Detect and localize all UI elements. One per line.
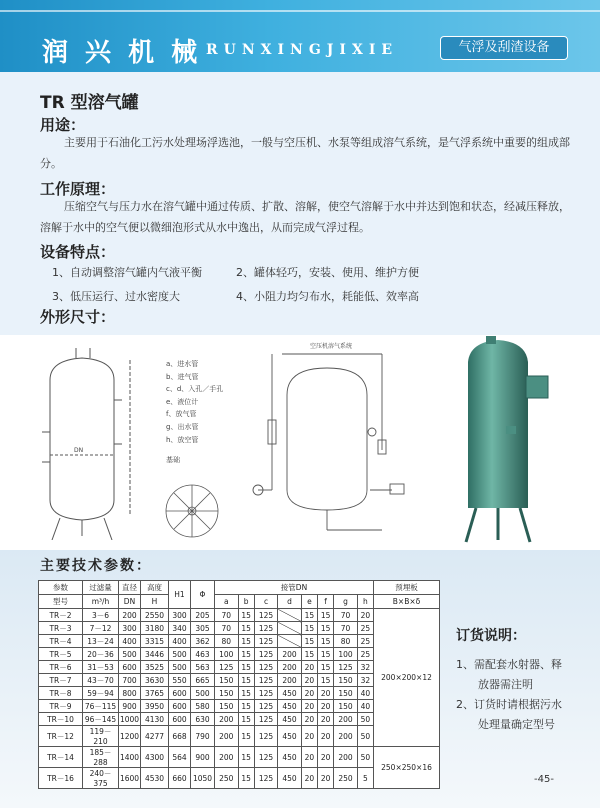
- table-cell: 3180: [141, 622, 169, 635]
- order-line: 1、需配套水射器、释: [456, 658, 562, 671]
- table-cell: 1200: [119, 726, 141, 747]
- th-pipe-d: d: [278, 595, 302, 609]
- table-cell: 125: [254, 661, 278, 674]
- table-cell: 200: [278, 661, 302, 674]
- table-cell: 150: [215, 674, 239, 687]
- order-notes: [448, 625, 588, 735]
- table-cell: 1600: [119, 768, 141, 789]
- table-cell: 200: [334, 747, 358, 768]
- table-cell: 450: [278, 687, 302, 700]
- table-cell: 400: [119, 635, 141, 648]
- table-cell: 450: [278, 768, 302, 789]
- table-cell: 3446: [141, 648, 169, 661]
- table-cell: 15: [238, 726, 254, 747]
- table-cell: 25: [357, 622, 373, 635]
- table-cell: 3630: [141, 674, 169, 687]
- table-cell: 25: [357, 635, 373, 648]
- table-cell: 31－53: [83, 661, 119, 674]
- table-cell: 660: [169, 768, 191, 789]
- order-line: 放器需注明: [478, 678, 533, 691]
- table-cell: 600: [169, 700, 191, 713]
- table-cell: 125: [254, 648, 278, 661]
- foundation-plan-drawing: [158, 480, 226, 542]
- table-cell: 4300: [141, 747, 169, 768]
- table-cell: 200: [215, 713, 239, 726]
- table-cell: 250: [215, 768, 239, 789]
- table-cell: 790: [191, 726, 215, 747]
- table-cell: 15: [301, 622, 317, 635]
- th-params: 参数: [39, 581, 83, 595]
- table-cell: 205: [191, 609, 215, 622]
- table-cell: 600: [169, 687, 191, 700]
- table-cell: 125: [254, 726, 278, 747]
- banner-rule: [0, 10, 600, 12]
- table-cell: 340: [169, 622, 191, 635]
- table-cell: 20: [301, 687, 317, 700]
- page-number: -45-: [534, 774, 554, 785]
- th-pipe-a: a: [215, 595, 239, 609]
- usage-text: 主要用于石油化工污水处理场浮选池，一般与空压机、水泵等组成溶气系统，是气浮系统中重要的组成部分。: [40, 136, 570, 170]
- plate-size-cell: 200×200×12: [374, 609, 440, 747]
- brand-name: 润 兴 机 械: [42, 38, 202, 68]
- table-cell: 70: [334, 622, 358, 635]
- drawing-legend: [166, 358, 223, 467]
- air-dissolving-system-schematic: [232, 340, 407, 538]
- features-heading: 设备特点：: [40, 243, 116, 261]
- th-height-unit: H: [141, 595, 169, 609]
- table-cell: 15: [301, 635, 317, 648]
- th-dia-unit: DN: [119, 595, 141, 609]
- legend-item: h、放空管: [166, 435, 199, 444]
- table-cell: 20: [301, 726, 317, 747]
- legend-item: a、进水管: [166, 360, 199, 368]
- table-cell: 250: [334, 768, 358, 789]
- spec-table: [38, 580, 440, 789]
- table-cell: 500: [169, 661, 191, 674]
- table-cell: 500: [191, 687, 215, 700]
- table-cell: TR－3: [39, 622, 83, 635]
- table-cell: 15: [238, 622, 254, 635]
- table-cell: [278, 609, 302, 622]
- table-cell: 150: [215, 700, 239, 713]
- table-cell: 125: [254, 713, 278, 726]
- table-cell: TR－9: [39, 700, 83, 713]
- th-plate-unit: B×B×δ: [374, 595, 440, 609]
- table-cell: 630: [191, 713, 215, 726]
- table-cell: 25: [357, 648, 373, 661]
- table-cell: 900: [119, 700, 141, 713]
- table-cell: 15: [238, 609, 254, 622]
- table-cell: 668: [169, 726, 191, 747]
- th-model: 型号: [39, 595, 83, 609]
- table-cell: TR－4: [39, 635, 83, 648]
- th-flow: 过滤量: [83, 581, 119, 595]
- table-cell: 59－94: [83, 687, 119, 700]
- table-cell: 76－115: [83, 700, 119, 713]
- table-cell: 665: [191, 674, 215, 687]
- table-cell: 450: [278, 700, 302, 713]
- feature-item: 1、自动调整溶气罐内气液平衡: [52, 266, 202, 279]
- table-cell: 580: [191, 700, 215, 713]
- system-title: 空压机溶气系统: [310, 343, 353, 350]
- table-cell: 200: [278, 648, 302, 661]
- table-cell: 200: [334, 726, 358, 747]
- dn-label: DN: [74, 447, 84, 454]
- spec-title: 主要技术参数：: [40, 558, 152, 574]
- table-cell: TR－2: [39, 609, 83, 622]
- table-cell: 20: [318, 713, 334, 726]
- th-pipe-e: e: [301, 595, 317, 609]
- table-cell: 20: [301, 768, 317, 789]
- table-cell: 550: [169, 674, 191, 687]
- table-cell: 20: [318, 700, 334, 713]
- foundation-label: 基础: [166, 456, 180, 465]
- table-cell: 50: [357, 713, 373, 726]
- table-cell: 125: [254, 747, 278, 768]
- principle-heading: 工作原理：: [40, 180, 116, 198]
- table-cell: 150: [334, 700, 358, 713]
- table-cell: 800: [119, 687, 141, 700]
- th-dia: 直径: [119, 581, 141, 595]
- plate-size-cell: 250×250×16: [374, 747, 440, 789]
- table-row: [39, 609, 440, 622]
- table-cell: 50: [357, 726, 373, 747]
- th-phi: Φ: [191, 581, 215, 609]
- table-cell: 563: [191, 661, 215, 674]
- dimensions-heading: 外形尺寸：: [40, 308, 116, 326]
- table-cell: 362: [191, 635, 215, 648]
- table-cell: 20: [301, 747, 317, 768]
- table-cell: 43－70: [83, 674, 119, 687]
- table-cell: TR－12: [39, 726, 83, 747]
- table-cell: 600: [169, 713, 191, 726]
- table-cell: 20: [318, 768, 334, 789]
- th-plate: 预埋板: [374, 581, 440, 595]
- table-cell: 15: [238, 768, 254, 789]
- table-cell: 15: [238, 635, 254, 648]
- table-cell: 125: [215, 661, 239, 674]
- table-cell: 15: [238, 713, 254, 726]
- table-cell: 5: [357, 768, 373, 789]
- table-cell: 15: [318, 635, 334, 648]
- table-cell: 125: [254, 622, 278, 635]
- table-cell: 20: [318, 687, 334, 700]
- table-cell: 7－12: [83, 622, 119, 635]
- legend-item: g、出水管: [166, 422, 199, 431]
- table-cell: 3765: [141, 687, 169, 700]
- table-row: [39, 747, 440, 768]
- table-cell: 15: [318, 674, 334, 687]
- feature-item: 3、低压运行、过水密度大: [52, 290, 180, 303]
- th-pipe-h: h: [357, 595, 373, 609]
- table-cell: 96－145: [83, 713, 119, 726]
- table-cell: 500: [119, 648, 141, 661]
- table-cell: TR－7: [39, 674, 83, 687]
- table-cell: 150: [215, 687, 239, 700]
- table-cell: 100: [334, 648, 358, 661]
- th-pipe-f: f: [318, 595, 334, 609]
- legend-item: c、d、入孔／手孔: [166, 385, 224, 394]
- table-cell: 15: [238, 661, 254, 674]
- table-cell: 40: [357, 700, 373, 713]
- table-cell: 70: [215, 609, 239, 622]
- table-cell: 150: [334, 674, 358, 687]
- table-cell: 20: [318, 726, 334, 747]
- table-cell: 20: [318, 747, 334, 768]
- table-cell: 100: [215, 648, 239, 661]
- legend-item: f、放气管: [166, 410, 197, 419]
- table-cell: 4130: [141, 713, 169, 726]
- table-cell: 20: [301, 700, 317, 713]
- table-cell: 125: [254, 609, 278, 622]
- table-cell: 300: [119, 622, 141, 635]
- table-cell: 3－6: [83, 609, 119, 622]
- table-cell: 13－24: [83, 635, 119, 648]
- table-cell: 125: [334, 661, 358, 674]
- table-cell: 450: [278, 713, 302, 726]
- table-cell: [278, 622, 302, 635]
- table-cell: 20: [301, 713, 317, 726]
- table-cell: 2550: [141, 609, 169, 622]
- table-cell: 125: [254, 687, 278, 700]
- table-cell: 463: [191, 648, 215, 661]
- table-cell: TR－14: [39, 747, 83, 768]
- table-cell: 200: [278, 674, 302, 687]
- table-cell: 32: [357, 674, 373, 687]
- feature-item: 4、小阻力均匀布水，耗能低、效率高: [236, 290, 419, 303]
- table-cell: 15: [318, 648, 334, 661]
- category-badge: 气浮及刮渣设备: [440, 36, 568, 60]
- table-cell: 200: [215, 726, 239, 747]
- table-cell: 1400: [119, 747, 141, 768]
- table-cell: 20: [301, 674, 317, 687]
- table-cell: 600: [119, 661, 141, 674]
- feature-item: 2、罐体轻巧，安装、使用、维护方便: [236, 266, 419, 279]
- th-pipe-c: c: [254, 595, 278, 609]
- table-cell: 50: [357, 747, 373, 768]
- order-title: 订货说明：: [456, 628, 526, 644]
- table-cell: 15: [318, 622, 334, 635]
- table-cell: 15: [238, 674, 254, 687]
- table-cell: 4277: [141, 726, 169, 747]
- table-cell: 15: [301, 648, 317, 661]
- th-pipe-g: g: [334, 595, 358, 609]
- table-cell: 15: [238, 747, 254, 768]
- legend-item: b、进气管: [166, 372, 199, 381]
- table-cell: 3950: [141, 700, 169, 713]
- table-cell: 15: [238, 648, 254, 661]
- table-cell: TR－8: [39, 687, 83, 700]
- table-cell: 700: [119, 674, 141, 687]
- usage-heading: 用途：: [40, 116, 86, 134]
- table-cell: 80: [215, 635, 239, 648]
- table-cell: 450: [278, 726, 302, 747]
- table-cell: 3315: [141, 635, 169, 648]
- table-cell: 20: [301, 661, 317, 674]
- table-cell: 15: [238, 687, 254, 700]
- table-cell: 32: [357, 661, 373, 674]
- table-cell: 3525: [141, 661, 169, 674]
- table-cell: 400: [169, 635, 191, 648]
- table-cell: 15: [301, 609, 317, 622]
- th-pipe: 接管DN: [215, 581, 374, 595]
- table-cell: TR－16: [39, 768, 83, 789]
- table-cell: 900: [191, 747, 215, 768]
- table-cell: 500: [169, 648, 191, 661]
- product-title: TR 型溶气罐: [40, 93, 139, 113]
- legend-item: e、液位计: [166, 397, 199, 406]
- tank-photo: [430, 336, 570, 548]
- table-cell: 200: [215, 747, 239, 768]
- tank-dimension-drawing: [30, 340, 165, 540]
- order-line: 处理量确定型号: [478, 718, 555, 731]
- table-cell: 125: [254, 700, 278, 713]
- order-line: 2、订货时请根据污水: [456, 698, 562, 711]
- table-cell: 240－375: [83, 768, 119, 789]
- table-cell: 15: [238, 700, 254, 713]
- header-banner: [0, 0, 600, 72]
- table-cell: 70: [215, 622, 239, 635]
- table-cell: 200: [119, 609, 141, 622]
- table-cell: 185－288: [83, 747, 119, 768]
- table-cell: TR－10: [39, 713, 83, 726]
- principle-text: 压缩空气与压力水在溶气罐中通过传质、扩散、溶解，使空气溶解于水中并达到饱和状态，经减压释放，溶解于水中的空气便以微细泡形式从水中逸出，从而完成气浮过程。: [40, 200, 570, 234]
- table-cell: 15: [318, 609, 334, 622]
- table-cell: 564: [169, 747, 191, 768]
- table-cell: TR－6: [39, 661, 83, 674]
- table-cell: 80: [334, 635, 358, 648]
- table-cell: 4530: [141, 768, 169, 789]
- table-cell: 150: [334, 687, 358, 700]
- table-cell: 70: [334, 609, 358, 622]
- table-cell: 125: [254, 635, 278, 648]
- table-cell: 305: [191, 622, 215, 635]
- th-height: 高度: [141, 581, 169, 595]
- table-cell: 450: [278, 747, 302, 768]
- table-cell: 119－210: [83, 726, 119, 747]
- table-cell: 1050: [191, 768, 215, 789]
- table-cell: 125: [254, 768, 278, 789]
- table-cell: 1000: [119, 714, 140, 724]
- table-cell: 300: [169, 609, 191, 622]
- table-cell: [278, 635, 302, 648]
- spec-table-body: [39, 609, 440, 789]
- table-cell: TR－5: [39, 648, 83, 661]
- table-cell: 20－36: [83, 648, 119, 661]
- brand-romanization: RUNXINGJIXIE: [206, 42, 399, 58]
- table-cell: 40: [357, 687, 373, 700]
- table-cell: 15: [318, 661, 334, 674]
- th-flow-unit: m³/h: [83, 595, 119, 609]
- th-h1: H1: [169, 581, 191, 609]
- table-cell: 125: [254, 674, 278, 687]
- table-cell: 200: [334, 713, 358, 726]
- th-pipe-b: b: [238, 595, 254, 609]
- table-cell: 20: [357, 609, 373, 622]
